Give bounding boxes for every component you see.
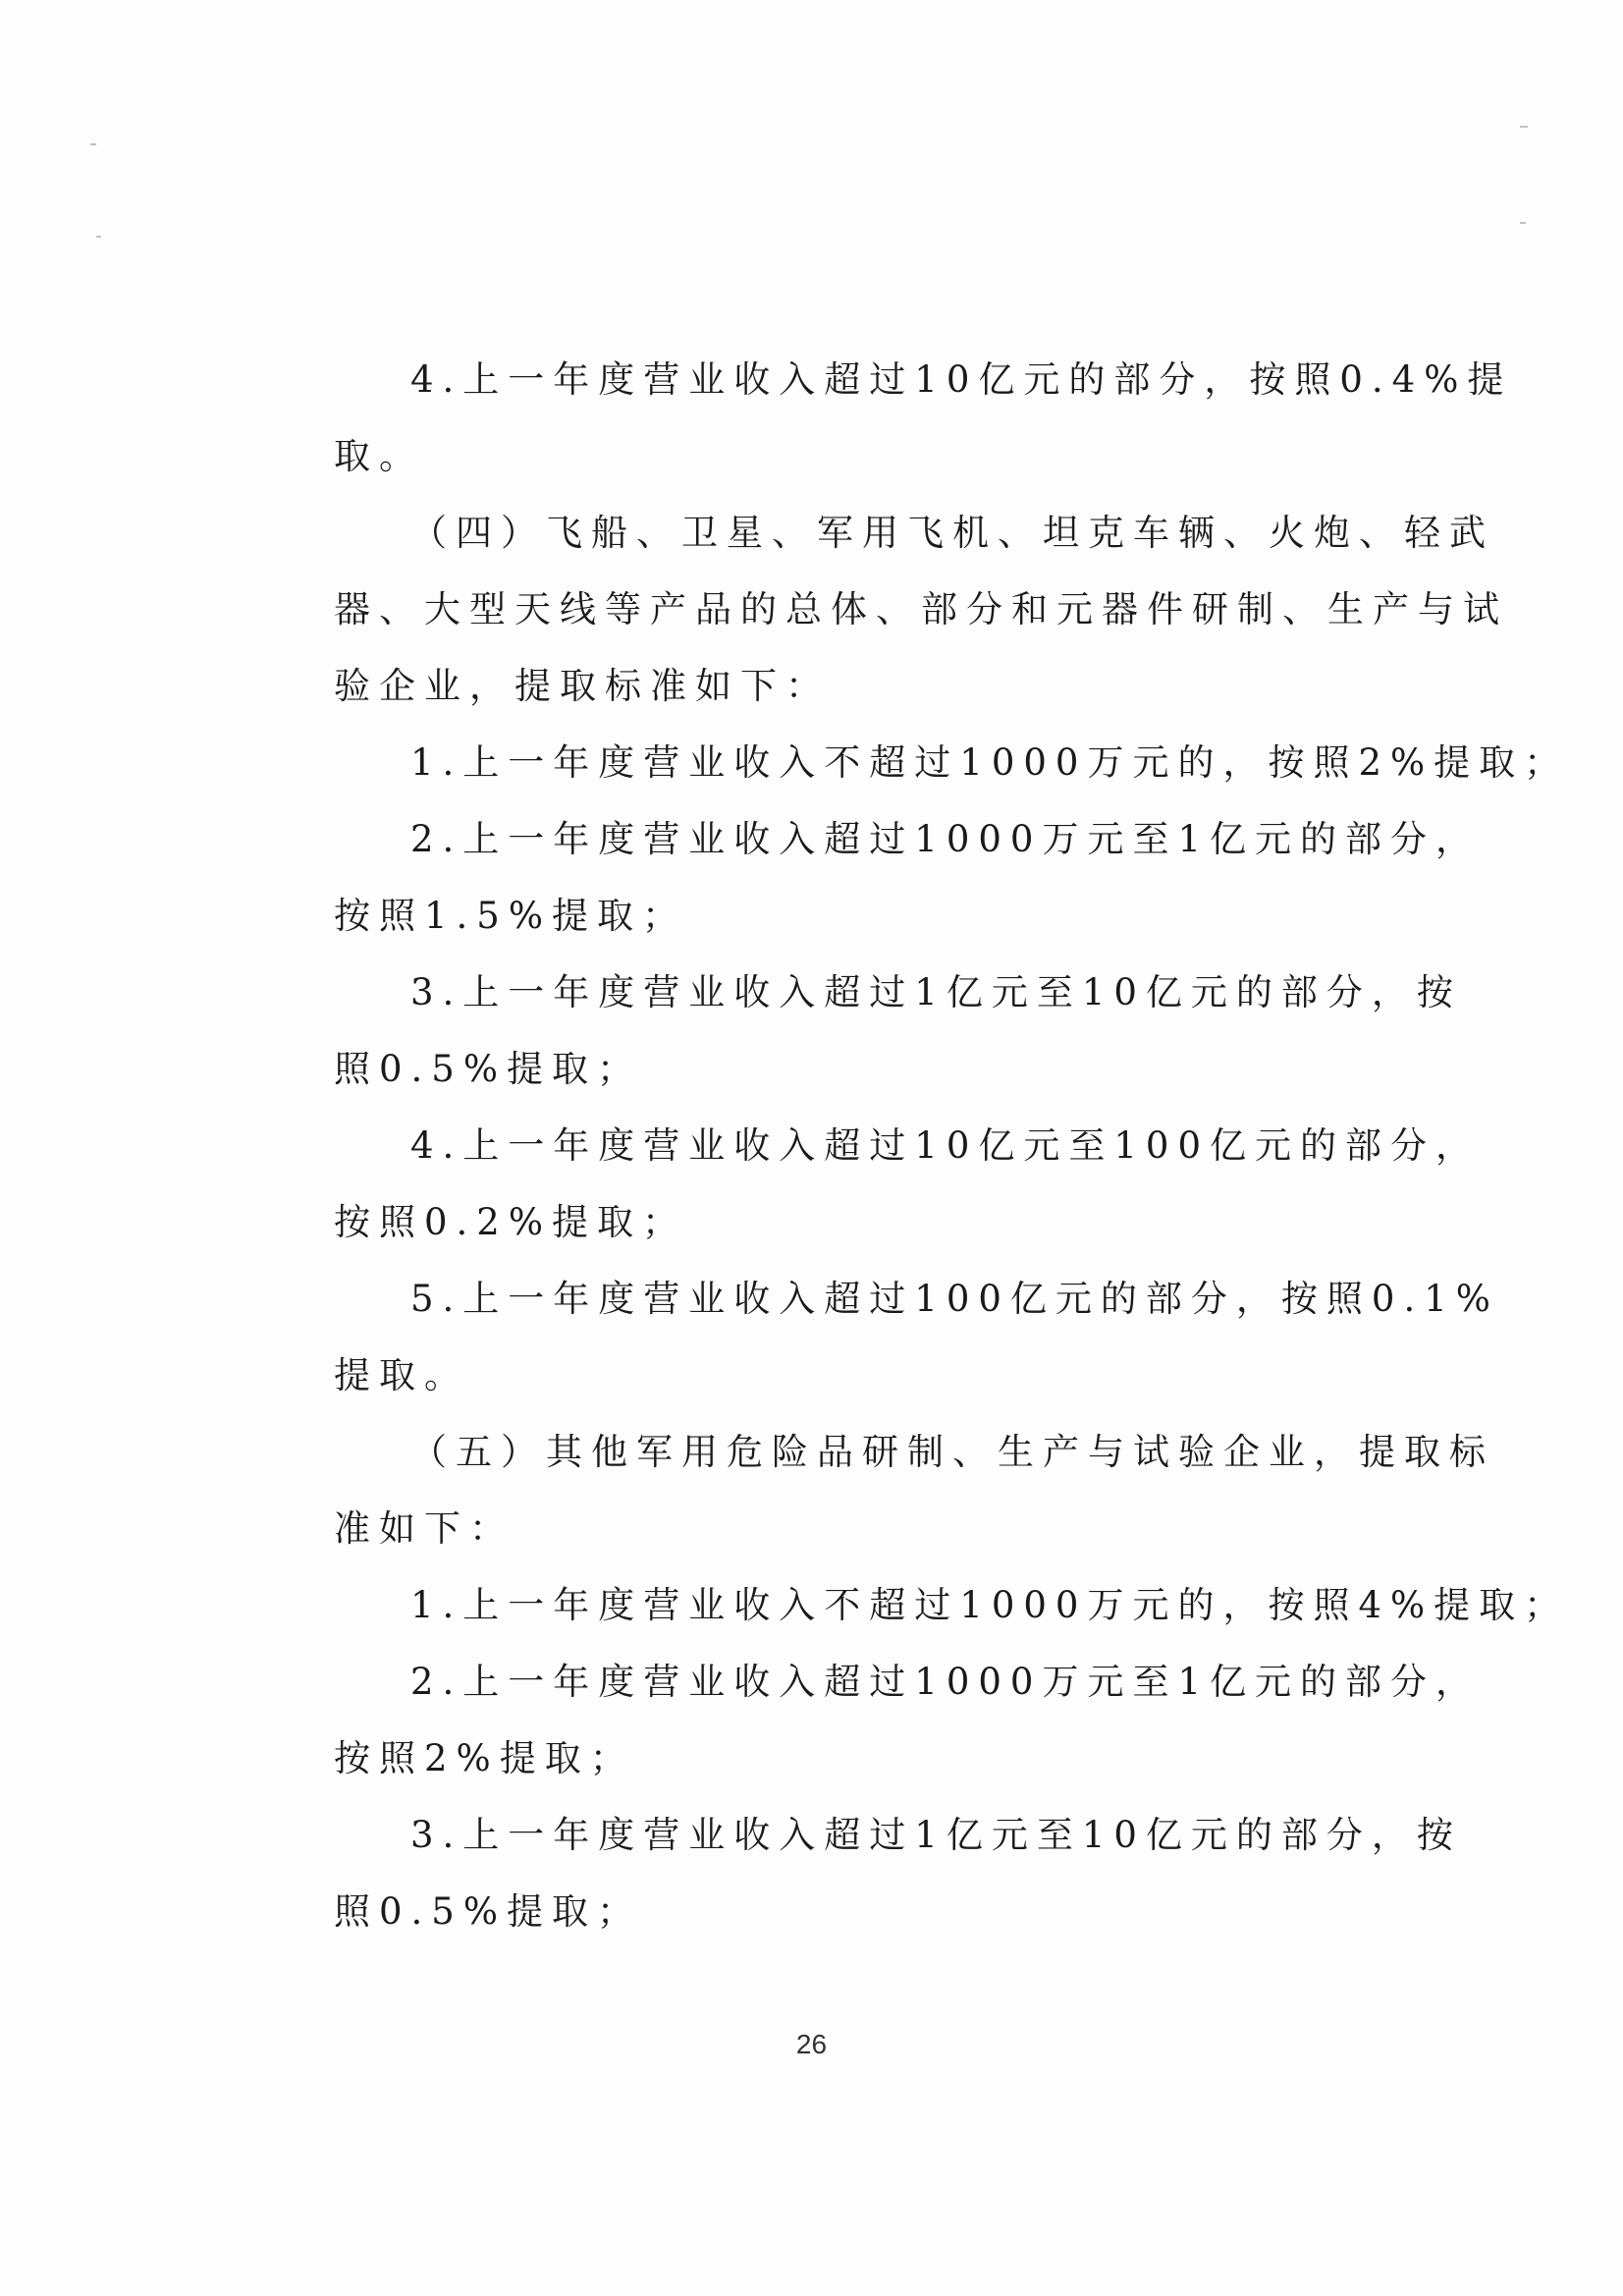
scan-mark bbox=[1520, 222, 1526, 224]
text-line: 按照1.5%提取； bbox=[334, 895, 687, 937]
scan-mark bbox=[1520, 126, 1528, 128]
text-line: 1.上一年度营业收入不超过1000万元的，按照4%提取； bbox=[410, 1584, 1570, 1626]
text-line: 3.上一年度营业收入超过1亿元至10亿元的部分，按 bbox=[410, 1814, 1462, 1856]
text-line: 2.上一年度营业收入超过1000万元至1亿元的部分， bbox=[410, 818, 1482, 860]
text-line: 2.上一年度营业收入超过1000万元至1亿元的部分， bbox=[410, 1661, 1482, 1703]
text-line: 照0.5%提取； bbox=[334, 1890, 642, 1933]
text-line: 按照2%提取； bbox=[334, 1737, 635, 1779]
text-line: 验企业，提取标准如下： bbox=[334, 665, 831, 707]
page-number: 26 bbox=[795, 2029, 828, 2059]
scan-mark bbox=[96, 236, 101, 238]
text-line: 器、大型天线等产品的总体、部分和元器件研制、生产与试 bbox=[334, 588, 1508, 630]
text-line: 5.上一年度营业收入超过100亿元的部分，按照0.1% bbox=[410, 1278, 1499, 1320]
text-line: （五）其他军用危险品研制、生产与试验企业，提取标 bbox=[410, 1431, 1494, 1473]
text-line: 取。 bbox=[334, 435, 424, 477]
text-line: 准如下： bbox=[334, 1507, 514, 1550]
text-line: 4.上一年度营业收入超过10亿元至100亿元的部分， bbox=[410, 1124, 1482, 1167]
text-line: 4.上一年度营业收入超过10亿元的部分，按照0.4%提 bbox=[410, 358, 1513, 401]
text-line: 提取。 bbox=[334, 1354, 469, 1396]
document-body bbox=[334, 342, 1570, 1950]
text-line: 1.上一年度营业收入不超过1000万元的，按照2%提取； bbox=[410, 741, 1570, 784]
text-line: 照0.5%提取； bbox=[334, 1048, 642, 1090]
text-line: 按照0.2%提取； bbox=[334, 1201, 687, 1243]
text-line: 3.上一年度营业收入超过1亿元至10亿元的部分，按 bbox=[410, 971, 1462, 1013]
scan-mark bbox=[90, 143, 96, 145]
text-line: （四）飞船、卫星、军用飞机、坦克车辆、火炮、轻武 bbox=[410, 512, 1494, 554]
